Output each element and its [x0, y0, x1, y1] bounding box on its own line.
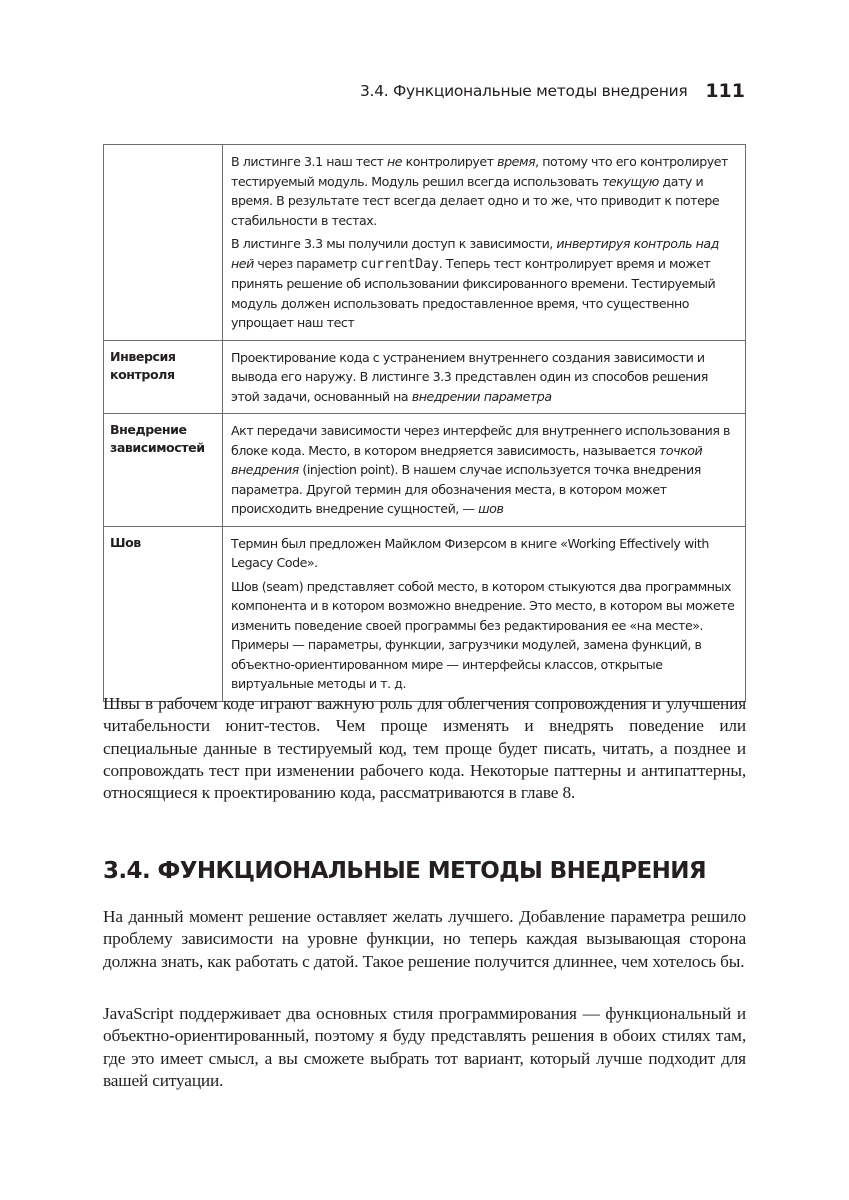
definition-paragraph: Термин был предложен Майклом Физерсом в книге «Working Effectively with Legacy Code».: [231, 535, 709, 570]
glossary-row: [104, 145, 746, 341]
running-head-title: 3.4. Функциональные методы внедрения: [360, 82, 688, 100]
definition-paragraph: Проектирование кода с устранением внутреннего создания зависимости и вывода его наружу. В листинге 3.3 представлен один из способов решения этой задачи, основанный на внедрении параметра: [231, 349, 708, 404]
emphasized-term: время: [497, 154, 536, 169]
emphasized-term: инвертируя контроль над ней: [231, 236, 719, 271]
glossary-term: Внедрение зависимостей: [104, 414, 223, 527]
glossary-term: Шов: [104, 526, 223, 701]
glossary-row: [104, 526, 746, 701]
glossary-definition: [223, 414, 746, 527]
paragraph-javascript-styles: JavaScript поддерживает два основных стиля программирования — функциональный и объектно-ориентированный, поэтому я буду представлять решения в обоих стилях там, где это имеет смысл, а вы сможете выбрать тот вариант, который лучше подходит для вашей ситуации.: [103, 1004, 746, 1090]
glossary-row: [104, 414, 746, 527]
paragraph-seams: Швы в рабочем коде играют важную роль для облегчения сопровождения и улучшения читабельности юнит-тестов. Чем проще изменять и внедрять поведение или специальные данные в тестируемый код, тем проще будет писать, читать, а позднее и сопровождать тест при изменении рабочего кода. Некоторые паттерны и антипаттерны, относящиеся к проектированию кода, рассматриваются в главе 8.: [103, 694, 746, 803]
running-head: [360, 78, 745, 104]
emphasized-term: не: [386, 154, 403, 169]
body-paragraph: [103, 693, 746, 804]
glossary-definition: [223, 145, 746, 341]
emphasized-term: точкой внедрения: [231, 442, 703, 477]
emphasized-term: шов: [478, 501, 504, 516]
glossary-definition: [223, 526, 746, 701]
page-number: 111: [705, 80, 745, 102]
glossary-row: [104, 340, 746, 414]
glossary-term: [104, 145, 223, 341]
glossary-table: [103, 144, 746, 702]
glossary-definition: [223, 340, 746, 414]
glossary-term: Инверсия контроля: [104, 340, 223, 414]
emphasized-term: внедрении параметра: [411, 388, 552, 404]
glossary-table-body: [104, 145, 746, 702]
definition-paragraph: Шов (seam) представляет собой место, в котором стыкуются два программных компонента и в котором возможно внедрение. Это место, в котором вы можете изменить поведение своей программы без редактирования ее «на месте». Примеры — параметры, функции, загрузчики модулей, замена функций, в объектно-ориентированном мире — интерфейсы классов, открытые виртуальные методы и т. д.: [231, 578, 735, 691]
inline-code: currentDay: [360, 256, 439, 272]
definition-paragraph: Акт передачи зависимости через интерфейс для внутреннего использования в блоке кода. Место, в котором внедряется зависимость, называется точкой внедрения (injection point). В нашем случае используется точка внедрения параметра. Другой термин для обозначения места, в котором может происходить внедрение сущностей, — шов: [231, 423, 731, 516]
body-paragraph: [103, 906, 746, 973]
definition-paragraph: В листинге 3.1 наш тест не контролирует время, потому что его контролирует тестируемый модуль. Модуль решил всегда использовать текущую дату и время. В результате тест всегда делает одно и то же, что приводит к потере стабильности в тестах.: [231, 154, 728, 228]
body-paragraph: [103, 1003, 746, 1092]
definition-paragraph: В листинге 3.3 мы получили доступ к зависимости, инвертируя контроль над ней через параметр currentDay. Теперь тест контролирует время и может принять решение об использовании фиксированного времени. Тестируемый модуль должен использовать предоставленное время, что существенно упрощает наш тест: [231, 236, 719, 330]
section-heading: 3.4. ФУНКЦИОНАЛЬНЫЕ МЕТОДЫ ВНЕДРЕНИЯ: [103, 858, 707, 884]
emphasized-term: текущую: [602, 173, 659, 189]
paragraph-current-solution: На данный момент решение оставляет желать лучшего. Добавление параметра решило проблему зависимости на уровне функции, но теперь каждая вызывающая сторона должна знать, как работать с датой. Такое решение получится длиннее, чем хотелось бы.: [103, 907, 746, 971]
